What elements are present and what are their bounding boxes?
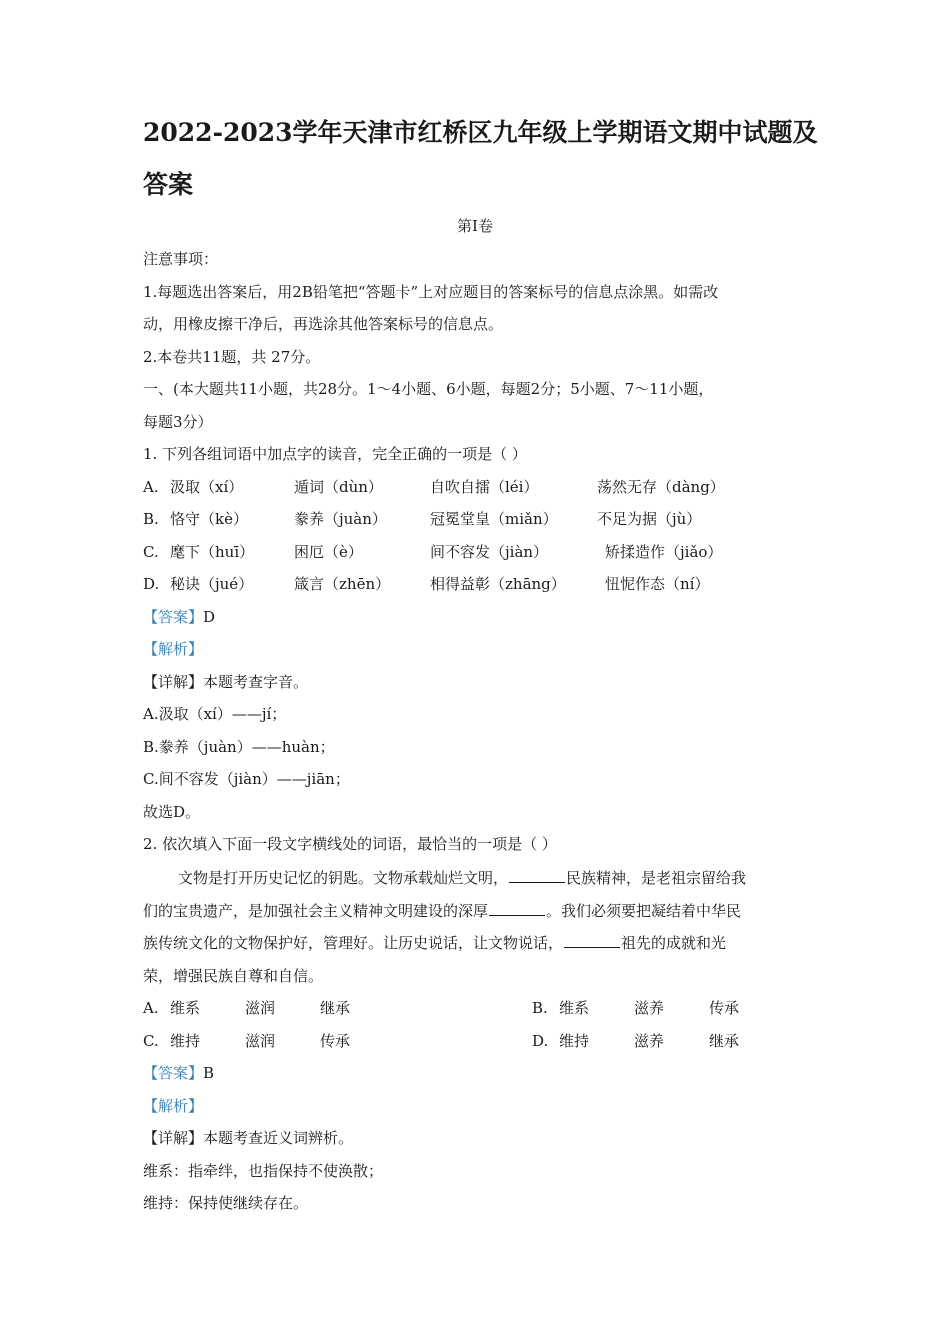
q1-answer-tag: 【答案】 — [143, 608, 204, 626]
q2-para-l2-b: 。我们必须要把凝结着中华民 — [546, 902, 742, 920]
q2-answer-value: B — [203, 1064, 215, 1082]
q1-stem: 1. 下列各组词语中加点字的读音，完全正确的一项是（ ） — [143, 445, 527, 463]
q2-option-c-label: C. — [143, 1032, 159, 1050]
q1-explain-c: C.间不容发（jiàn）——jiān； — [143, 770, 350, 788]
q1-answer — [143, 607, 215, 627]
q2-option-a-label: A. — [143, 999, 159, 1017]
document-title-line1: 2022-2023学年天津市红桥区九年级上学期语文期中试题及 — [143, 118, 818, 147]
q1-option-b-item4: 不足为据（jù） — [597, 510, 702, 528]
part-one-line2: 每题3分） — [143, 413, 213, 431]
q1-option-c-item3: 间不容发（jiàn） — [430, 543, 549, 561]
q2-stem: 2. 依次填入下面一段文字横线处的词语，最恰当的一项是（ ） — [143, 835, 557, 853]
q1-option-c-label: C. — [143, 543, 159, 561]
q1-option-d-item1: 秘诀（jué） — [170, 575, 254, 593]
notes-heading: 注意事项： — [143, 250, 219, 268]
q1-option-d-label: D. — [143, 575, 160, 593]
q1-option-a-item4: 荡然无存（dàng） — [597, 478, 725, 496]
notes-item1-line2: 动，用橡皮擦干净后，再选涂其他答案标号的信息点。 — [143, 315, 504, 333]
q2-explain-weixi: 维系：指牵绊，也指保持不使涣散； — [143, 1162, 384, 1180]
q2-paragraph-line2 — [143, 901, 741, 921]
section-label: 第Ⅰ卷 — [457, 217, 493, 235]
q1-option-d-item4: 忸怩作态（ní） — [605, 575, 710, 593]
q1-option-a-label: A. — [143, 478, 159, 496]
q1-option-b-item1: 恪守（kè） — [170, 510, 248, 528]
q1-option-d-item2: 箴言（zhēn） — [294, 575, 391, 593]
q2-option-d-label: D. — [532, 1032, 549, 1050]
q1-option-b-item2: 豢养（juàn） — [294, 510, 387, 528]
q2-para-l1-a: 文物是打开历史记忆的钥匙。文物承载灿烂文明， — [178, 869, 509, 887]
q1-option-b-item3: 冠冕堂皇（miǎn） — [430, 510, 558, 528]
q1-option-c-item2: 困厄（è） — [294, 543, 363, 561]
fill-blank-1 — [509, 868, 565, 883]
q1-option-d-item3: 相得益彰（zhāng） — [430, 575, 566, 593]
q1-conclusion: 故选D。 — [143, 803, 201, 821]
q2-option-d-item1: 维持 — [559, 1032, 590, 1050]
q2-option-a-item2: 滋润 — [245, 999, 276, 1017]
fill-blank-2 — [489, 901, 545, 916]
notes-item2: 2.本卷共11题，共 27分。 — [143, 348, 321, 366]
q2-analysis-tag: 【解析】 — [143, 1097, 204, 1115]
document-title-line2: 答案 — [143, 170, 194, 199]
q2-paragraph-line1 — [178, 868, 746, 888]
q2-explain-weichi: 维持：保持使继续存在。 — [143, 1194, 309, 1212]
q1-option-a-item3: 自吹自擂（léi） — [430, 478, 539, 496]
q2-option-b-item2: 滋养 — [634, 999, 665, 1017]
q2-para-l3-a: 族传统文化的文物保护好，管理好。让历史说话，让文物说话， — [143, 934, 564, 952]
q1-detail: 【详解】本题考查字音。 — [143, 673, 309, 691]
q2-para-l1-b: 民族精神，是老祖宗留给我 — [566, 869, 747, 887]
notes-item1-line1: 1.每题选出答案后，用2B铅笔把“答题卡”上对应题目的答案标号的信息点涂黑。如需改 — [143, 283, 719, 301]
q1-answer-value: D — [203, 608, 216, 626]
q2-option-c-item3: 传承 — [320, 1032, 351, 1050]
q2-answer-tag: 【答案】 — [143, 1064, 204, 1082]
q1-option-c-item1: 麾下（huī） — [170, 543, 255, 561]
q2-para-l3-b: 祖先的成就和光 — [621, 934, 727, 952]
q2-detail: 【详解】本题考查近义词辨析。 — [143, 1129, 354, 1147]
q2-option-b-label: B. — [532, 999, 548, 1017]
q1-option-a-item2: 遁词（dùn） — [294, 478, 383, 496]
q2-option-b-item3: 传承 — [709, 999, 740, 1017]
q2-answer — [143, 1063, 214, 1083]
q2-option-c-item2: 滋润 — [245, 1032, 276, 1050]
q2-option-d-item3: 继承 — [709, 1032, 740, 1050]
q2-option-a-item1: 维系 — [170, 999, 201, 1017]
part-one-line1: 一、(本大题共11小题，共28分。1～4小题、6小题，每题2分；5小题、7～11小题， — [143, 380, 714, 398]
fill-blank-3 — [564, 933, 620, 948]
q1-option-a-item1: 汲取（xí） — [170, 478, 244, 496]
q1-explain-b: B.豢养（juàn）——huàn； — [143, 738, 335, 756]
q2-option-b-item1: 维系 — [559, 999, 590, 1017]
q2-paragraph-line4: 荣，增强民族自尊和自信。 — [143, 967, 324, 985]
q2-option-a-item3: 继承 — [320, 999, 351, 1017]
q2-para-l2-a: 们的宝贵遗产，是加强社会主义精神文明建设的深厚 — [143, 902, 489, 920]
q1-explain-a: A.汲取（xí）——jí； — [143, 705, 287, 723]
q2-option-c-item1: 维持 — [170, 1032, 201, 1050]
q1-option-c-item4: 矫揉造作（jiǎo） — [605, 543, 723, 561]
q1-option-b-label: B. — [143, 510, 159, 528]
q2-option-d-item2: 滋养 — [634, 1032, 665, 1050]
q1-analysis-tag: 【解析】 — [143, 640, 204, 658]
q2-paragraph-line3 — [143, 933, 726, 953]
